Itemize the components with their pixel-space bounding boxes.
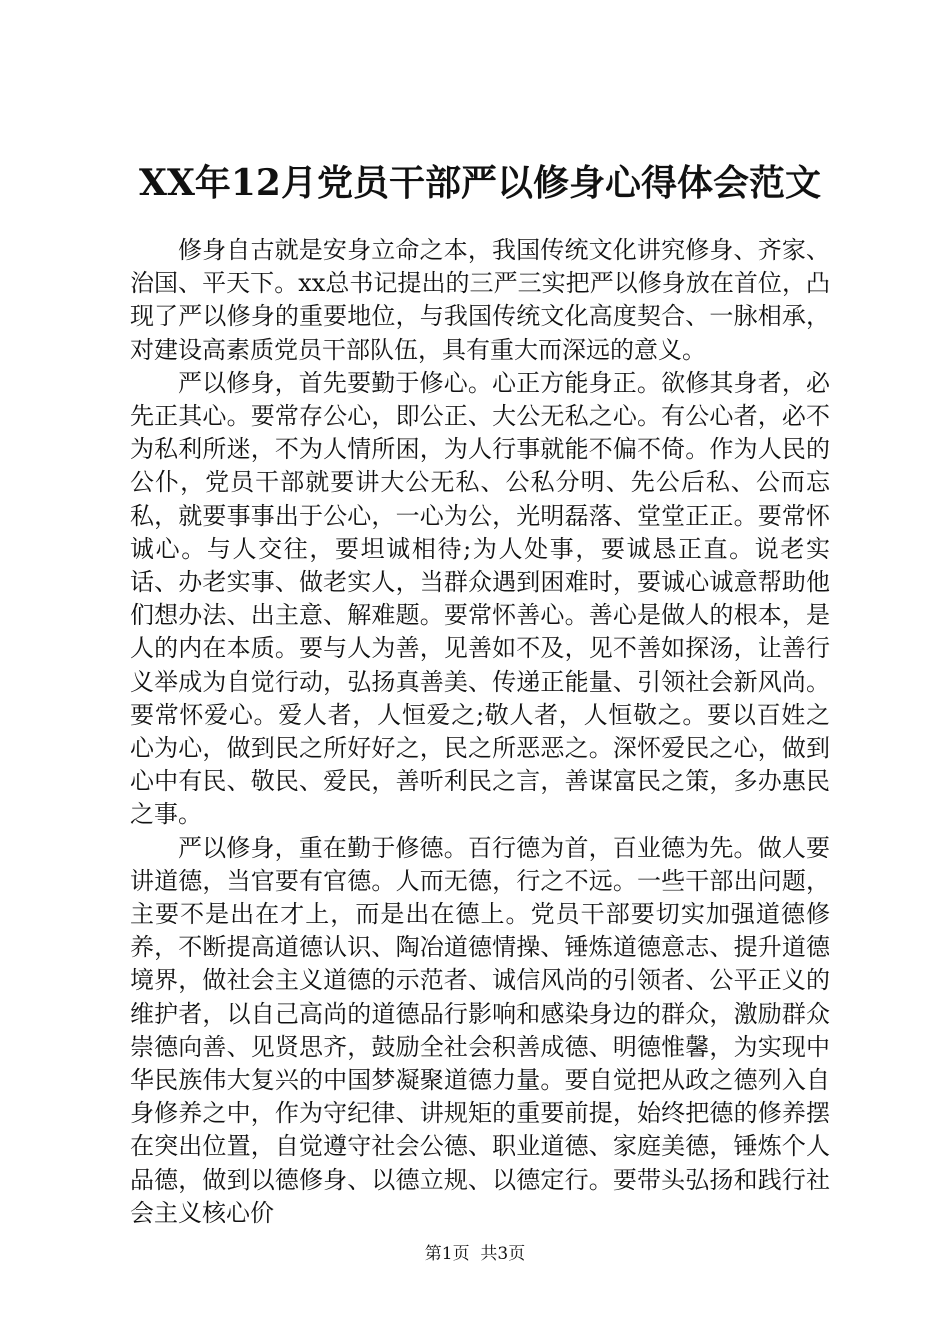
paragraph-1: 修身自古就是安身立命之本，我国传统文化讲究修身、齐家、治国、平天下。xx总书记提出的三严三实把严以修身放在首位，凸现了严以修身的重要地位，与我国传统文化高度契合、一脉相承，对建设高素质党员干部队伍，具有重大而深远的意义。	[130, 236, 830, 364]
document-title: XX年12月党员干部严以修身心得体会范文	[139, 162, 821, 204]
paragraph-2: 严以修身，首先要勤于修心。心正方能身正。欲修其身者，必先正其心。要常存公心，即公正、大公无私之心。有公心者，必不为私利所迷，不为人情所困，为人行事就能不偏不倚。作为人民的公仆，党员干部就要讲大公无私、公私分明、先公后私、公而忘私，就要事事出于公心，一心为公，光明磊落、堂堂正正。要常怀诚心。与人交往，要坦诚相待;为人处事，要诚恳正直。说老实话、办老实事、做老实人，当群众遇到困难时，要诚心诚意帮助他们想办法、出主意、解难题。要常怀善心。善心是做人的根本，是人的内在本质。要与人为善，见善如不及，见不善如探汤，让善行义举成为自觉行动，弘扬真善美、传递正能量、引领社会新风尚。要常怀爱心。爱人者，人恒爱之;敬人者，人恒敬之。要以百姓之心为心，做到民之所好好之，民之所恶恶之。深怀爱民之心，做到心中有民、敬民、爱民，善听利民之言，善谋富民之策，多办惠民之事。	[130, 368, 830, 829]
document-body	[130, 234, 830, 1230]
paragraph-3: 严以修身，重在勤于修德。百行德为首，百业德为先。做人要讲道德，当官要有官德。人而无德，行之不远。一些干部出问题，主要不是出在才上，而是出在德上。党员干部要切实加强道德修养，不断提高道德认识、陶冶道德情操、锤炼道德意志、提升道德境界，做社会主义道德的示范者、诚信风尚的引领者、公平正义的维护者，以自己高尚的道德品行影响和感染身边的群众，激励群众崇德向善、见贤思齐，鼓励全社会积善成德、明德惟馨，为实现中华民族伟大复兴的中国梦凝聚道德力量。要自觉把从政之德列入自身修养之中，作为守纪律、讲规矩的重要前提，始终把德的修养摆在突出位置，自觉遵守社会公德、职业道德、家庭美德，锤炼个人品德，做到以德修身、以德立规、以德定行。要带头弘扬和践行社会主义核心价	[130, 833, 830, 1227]
page-number-footer: 第1页 共3页	[424, 1244, 526, 1264]
